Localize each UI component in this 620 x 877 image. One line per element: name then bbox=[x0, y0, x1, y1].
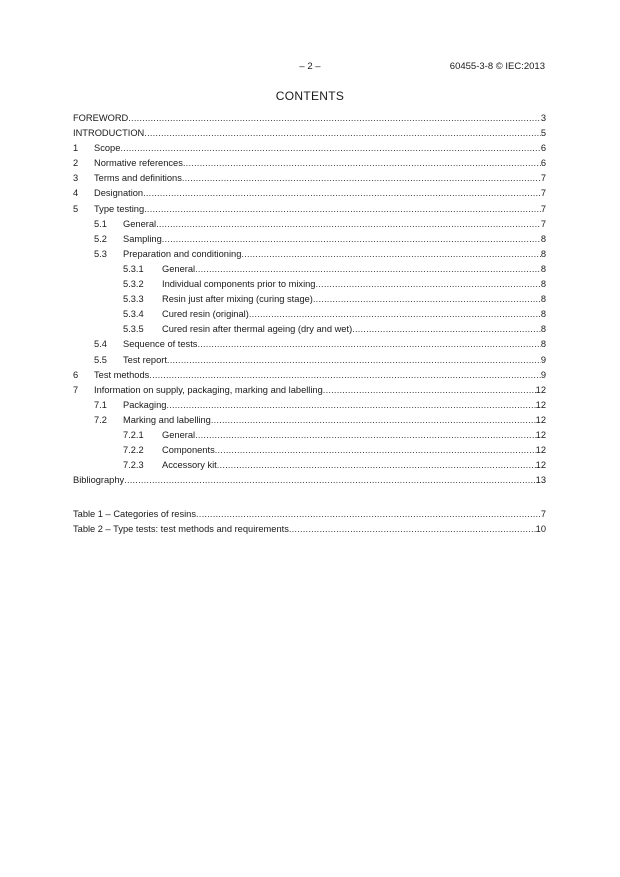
dot-leader bbox=[315, 277, 540, 292]
toc-entry-page: 8 bbox=[540, 248, 546, 259]
table-of-contents bbox=[73, 111, 546, 538]
toc-entry-label: Accessory kit bbox=[162, 460, 217, 471]
toc-entry-page: 8 bbox=[540, 294, 546, 305]
toc-entry[interactable] bbox=[73, 413, 546, 428]
toc-entry-label: Packaging bbox=[123, 399, 167, 410]
toc-entry-label: Test methods bbox=[94, 369, 150, 380]
toc-entry[interactable] bbox=[73, 247, 546, 262]
dot-leader bbox=[120, 141, 540, 156]
toc-entry[interactable] bbox=[73, 156, 546, 171]
toc-entry-page: 6 bbox=[540, 158, 546, 169]
toc-entry-number: 5.3.2 bbox=[123, 279, 144, 290]
toc-entry-number: 5.3 bbox=[94, 248, 107, 259]
toc-entry[interactable] bbox=[73, 458, 546, 473]
toc-entry[interactable] bbox=[73, 111, 546, 126]
dot-leader bbox=[352, 322, 541, 337]
toc-entry[interactable] bbox=[73, 337, 546, 352]
toc-entry-label: Terms and definitions bbox=[94, 173, 182, 184]
toc-entry-number: 7.1 bbox=[94, 399, 107, 410]
toc-entry-label: General bbox=[162, 263, 196, 274]
toc-entry-page: 12 bbox=[535, 399, 546, 410]
toc-entry[interactable] bbox=[73, 322, 546, 337]
dot-leader bbox=[128, 111, 541, 126]
toc-entry-page: 13 bbox=[535, 475, 546, 486]
toc-entry-label: Preparation and conditioning bbox=[123, 248, 242, 259]
toc-entry-label: Bibliography bbox=[73, 475, 125, 486]
toc-entry-label: Normative references bbox=[94, 158, 183, 169]
toc-entry-number: 7.2 bbox=[94, 414, 107, 425]
toc-entry[interactable] bbox=[73, 398, 546, 413]
dot-leader bbox=[195, 428, 536, 443]
toc-entry-label: Individual components prior to mixing bbox=[162, 279, 316, 290]
dot-leader bbox=[156, 217, 541, 232]
toc-entry-number: 6 bbox=[73, 369, 79, 380]
toc-entry-page: 9 bbox=[540, 354, 546, 365]
toc-entry-number: 5.4 bbox=[94, 339, 107, 350]
toc-entry-page: 7 bbox=[540, 203, 546, 214]
dot-leader bbox=[197, 337, 540, 352]
toc-entry[interactable] bbox=[73, 473, 546, 488]
toc-entry-number: 5.3.1 bbox=[123, 263, 144, 274]
toc-entry-page: 5 bbox=[540, 128, 546, 139]
dot-leader bbox=[149, 368, 541, 383]
toc-entry[interactable] bbox=[73, 292, 546, 307]
toc-entry-page: 7 bbox=[540, 218, 546, 229]
toc-entry[interactable] bbox=[73, 171, 546, 186]
toc-entry-label: Information on supply, packaging, marking and labelling bbox=[94, 384, 323, 395]
toc-entry-number: 5 bbox=[73, 203, 79, 214]
toc-entry[interactable] bbox=[73, 141, 546, 156]
toc-entry-label: Type testing bbox=[94, 203, 145, 214]
dot-leader bbox=[124, 473, 535, 488]
toc-entry-number: 5.3.4 bbox=[123, 309, 144, 320]
toc-entry-label: Resin just after mixing (curing stage) bbox=[162, 294, 313, 305]
toc-entry-label: Sequence of tests bbox=[123, 339, 198, 350]
dot-leader bbox=[323, 383, 536, 398]
toc-entry-page: 8 bbox=[540, 339, 546, 350]
dot-leader bbox=[166, 398, 535, 413]
table-list-entry[interactable] bbox=[73, 507, 546, 522]
toc-entry-page: 8 bbox=[540, 279, 546, 290]
toc-entry-page: 12 bbox=[535, 460, 546, 471]
toc-entry[interactable] bbox=[73, 126, 546, 141]
dot-leader bbox=[196, 507, 541, 522]
toc-entry[interactable] bbox=[73, 307, 546, 322]
page-number: – 2 – bbox=[299, 61, 321, 72]
dot-leader bbox=[289, 522, 536, 537]
toc-entry-label: FOREWORD bbox=[73, 113, 129, 123]
toc-entry-label: Marking and labelling bbox=[123, 414, 211, 425]
toc-entry-label: General bbox=[162, 429, 196, 440]
toc-entry-page: 12 bbox=[535, 445, 546, 456]
dot-leader bbox=[162, 232, 541, 247]
toc-entry-number: 3 bbox=[73, 173, 79, 184]
toc-entry-label: Sampling bbox=[123, 233, 162, 244]
dot-leader bbox=[182, 171, 541, 186]
toc-entry-label: Components bbox=[162, 445, 215, 456]
toc-entry-number: 5.1 bbox=[94, 218, 107, 229]
dot-leader bbox=[143, 186, 541, 201]
toc-entry-page: 12 bbox=[535, 414, 546, 425]
dot-leader bbox=[167, 353, 541, 368]
toc-entry-number: 2 bbox=[73, 158, 79, 169]
dot-leader bbox=[313, 292, 541, 307]
toc-entry-page: 9 bbox=[540, 369, 546, 380]
toc-entry[interactable] bbox=[73, 186, 546, 201]
toc-entry-page: 12 bbox=[535, 429, 546, 440]
toc-entry[interactable] bbox=[73, 262, 546, 277]
toc-entry[interactable] bbox=[73, 428, 546, 443]
toc-entry[interactable] bbox=[73, 277, 546, 292]
toc-entry-page: 3 bbox=[540, 113, 546, 123]
table-entry-page: 10 bbox=[535, 524, 546, 535]
document-reference: 60455-3-8 © IEC:2013 bbox=[449, 61, 545, 72]
table-entry-page: 7 bbox=[540, 509, 546, 520]
toc-entry[interactable] bbox=[73, 202, 546, 217]
toc-entry-label: Cured resin after thermal ageing (dry and wet) bbox=[162, 324, 353, 335]
toc-entry-label: General bbox=[123, 218, 157, 229]
dot-leader bbox=[144, 126, 541, 141]
dot-leader bbox=[183, 156, 541, 171]
toc-entry-number: 5.3.5 bbox=[123, 324, 144, 335]
toc-entry-label: INTRODUCTION bbox=[73, 128, 145, 139]
dot-leader bbox=[144, 202, 541, 217]
toc-entry-number: 4 bbox=[73, 188, 79, 199]
dot-leader bbox=[241, 247, 540, 262]
toc-entry[interactable] bbox=[73, 217, 546, 232]
toc-entry-number: 7.2.3 bbox=[123, 460, 144, 471]
dot-leader bbox=[249, 307, 541, 322]
toc-entry-page: 8 bbox=[540, 263, 546, 274]
toc-entry-number: 7 bbox=[73, 384, 79, 395]
toc-entry-number: 5.3.3 bbox=[123, 294, 144, 305]
toc-entry-number: 7.2.2 bbox=[123, 445, 144, 456]
toc-entry-page: 6 bbox=[540, 143, 546, 154]
toc-entry-page: 8 bbox=[540, 233, 546, 244]
toc-entry-page: 12 bbox=[535, 384, 546, 395]
toc-entry-label: Cured resin (original) bbox=[162, 309, 249, 320]
dot-leader bbox=[211, 413, 536, 428]
dot-leader bbox=[195, 262, 541, 277]
toc-entry-label: Scope bbox=[94, 143, 121, 154]
table-list-entry[interactable] bbox=[73, 522, 546, 537]
toc-entry-label: Designation bbox=[94, 188, 144, 199]
page-title: CONTENTS bbox=[275, 89, 345, 103]
toc-entry[interactable] bbox=[73, 353, 546, 368]
table-entry-label: Table 1 – Categories of resins bbox=[73, 509, 196, 520]
toc-entry[interactable] bbox=[73, 368, 546, 383]
dot-leader bbox=[215, 443, 536, 458]
toc-entry[interactable] bbox=[73, 443, 546, 458]
toc-entry-page: 8 bbox=[540, 324, 546, 335]
toc-entry[interactable] bbox=[73, 383, 546, 398]
dot-leader bbox=[217, 458, 536, 473]
toc-entry-page: 7 bbox=[540, 173, 546, 184]
toc-entry-number: 7.2.1 bbox=[123, 429, 144, 440]
toc-entry-label: Test report bbox=[123, 354, 167, 365]
toc-entry-number: 1 bbox=[73, 143, 79, 154]
toc-entry[interactable] bbox=[73, 232, 546, 247]
toc-entry-page: 7 bbox=[540, 188, 546, 199]
table-entry-label: Table 2 – Type tests: test methods and requirements bbox=[73, 524, 289, 535]
toc-entry-number: 5.2 bbox=[94, 233, 107, 244]
toc-entry-page: 8 bbox=[540, 309, 546, 320]
toc-entry-number: 5.5 bbox=[94, 354, 107, 365]
